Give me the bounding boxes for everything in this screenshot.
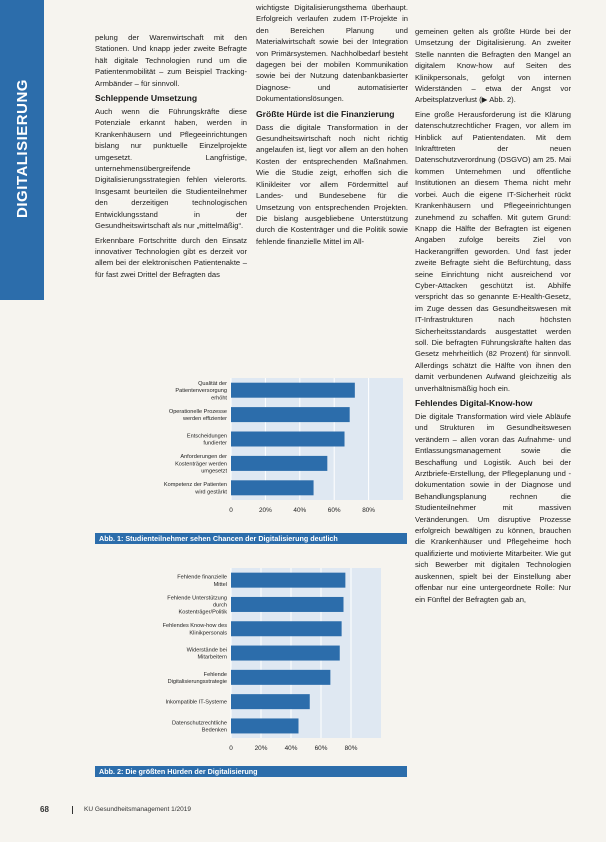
page-footer xyxy=(40,804,340,816)
x-tick-label: 60% xyxy=(327,507,341,514)
category-label: Patientenversorgung xyxy=(175,388,227,395)
text-column-3 xyxy=(415,26,571,608)
text-column-1 xyxy=(95,32,247,283)
figure-1-chart xyxy=(95,376,407,544)
paragraph: Erkennbare Fortschritte durch den Einsatz innovativer Technologien gibt es derzeit vor allem bei der elektronischen Patientenakte – für fast zwei Drittel der Befragten das xyxy=(95,235,247,279)
category-label: Inkompatible IT-Systeme xyxy=(165,699,227,706)
bar xyxy=(231,694,310,709)
bar xyxy=(231,432,345,447)
bar xyxy=(231,573,345,588)
figure-2-chart xyxy=(95,566,407,780)
x-tick-label: 0 xyxy=(229,745,233,752)
category-label: Widerstände bei xyxy=(186,647,227,654)
category-label: Fehlendes Know-how des xyxy=(162,623,227,630)
bar xyxy=(231,718,299,733)
footer-divider xyxy=(72,806,73,814)
category-label: Kostenträger/Politik xyxy=(178,609,227,616)
bar xyxy=(231,407,350,422)
category-label: Digitalisierungsstrategie xyxy=(167,678,227,685)
section-sidebar xyxy=(0,0,44,300)
category-label: Kompetenz der Patienten xyxy=(163,482,227,489)
section-label xyxy=(6,28,38,268)
category-label: fundierter xyxy=(203,440,227,447)
category-label: Fehlende xyxy=(203,671,227,678)
x-tick-label: 40% xyxy=(284,745,298,752)
category-label: Mittel xyxy=(213,581,227,588)
paragraph: Dass die digitale Transformation in der Gesundheitswirtschaft noch nicht richtig angelaufen ist, liegt vor allem an den hohen Kosten der entsprechenden Maßnahmen. Wie die Studie zeigt, erhoffen sich die Klinikleiter vor allem Fördermittel auf Landes- und Bundesebene für die Umsetzung von entsprechenden Projekten. Die bislang ausgebliebene Unterstützung durch die Kostenträger und die Politik sowie fehlende finanzielle Mittel im All- xyxy=(256,122,408,246)
bar xyxy=(231,480,314,495)
category-label: werden effizienter xyxy=(182,416,227,423)
subheading: Größte Hürde ist die Finanzierung xyxy=(256,108,395,119)
category-label: Klinikpersonals xyxy=(189,630,227,637)
bar xyxy=(231,597,344,612)
bar xyxy=(231,621,342,636)
bar xyxy=(231,670,330,685)
x-tick-label: 80% xyxy=(362,507,375,514)
magazine-name: KU Gesundheitsmanagement 1/2019 xyxy=(84,806,191,813)
category-label: Operationelle Prozesse xyxy=(168,409,227,415)
text-column-2 xyxy=(256,2,408,250)
bar xyxy=(231,383,355,398)
category-label: Entscheidungen xyxy=(186,433,227,440)
category-label: erhöht xyxy=(211,395,227,402)
paragraph: Die digitale Transformation wird viele Abläufe und Strukturen im Gesundheitswesen verändern – allen voran das Aufnahme- und Entlassungsmanagement sowie die Beschaffung und Logistik. Auch bei der Arztbriefe-Erstellung, der Pflegeplanung und -dokumentation sowie in der Diagnose und Behandlungsplanung rechnen die Studienteilnehmer mit massiven Veränderungen. Um disruptive Prozesse erfolgreich bewältigen zu können, brauchen die Krankenhäuser und Pflegeheime hoch qualifizierte und motivierte Mitarbeiter. Wie gut sich Bewerber mit digitalen Technologien auskennen, spielt bei der Einstellung aber offenbar nur eine untergeordnete Rolle: Nur ein Fünftel der Befragten gab an, xyxy=(415,412,571,604)
paragraph: gemeinen gelten als größte Hürde bei der Umsetzung der Digitalisierung. An zweiter Stelle nannten die Befragten den Mangel an digitalem Know-how auf Seiten des Klinikpersonals, gefolgt von internen Widerständen – etwa der Angst vor Arbeitsplatzverlust (▶ Abb. 2). xyxy=(415,27,571,105)
x-tick-label: 60% xyxy=(314,745,328,752)
category-label: Qualität der xyxy=(198,381,227,387)
paragraph: pelung der Warenwirtschaft mit den Stationen. Und knapp jeder zweite Befragte hält digitale Technologien rund um die Patientenmobilität – zum Beispiel Tracking-Armbänder – für sinnvoll. xyxy=(95,33,247,88)
paragraph: Auch wenn die Führungskräfte diese Potenziale erkannt haben, werden in Krankenhäusern und Pflegeeinrichtungen bislang nur punktuelle Einzelprojekte umgesetzt. Langfristige, unternehmensübergreifende Digitalisierungsstrategien fehlen vielerorts. Insgesamt beurteilen die Studienteilnehmer den derzeitigen technologischen Entwicklungsstand in der Gesundheitswirtschaft als nur „mittelmäßig“. xyxy=(95,107,247,231)
subheading: Schleppende Umsetzung xyxy=(95,93,198,104)
figure-1-svg xyxy=(95,376,407,532)
figure-2-svg xyxy=(95,566,407,764)
bar xyxy=(231,646,340,661)
x-tick-label: 20% xyxy=(259,507,272,514)
category-label: umgesetzt xyxy=(201,468,227,475)
bar xyxy=(231,456,327,471)
section-label-text: DIGITALISIERUNG xyxy=(13,78,31,218)
category-label: durch xyxy=(213,602,227,609)
category-label: Kostenträger werden xyxy=(175,461,227,468)
category-label: Mitarbeitern xyxy=(197,654,227,661)
category-label: Bedenken xyxy=(201,727,227,734)
figure-1-caption: Abb. 1: Studienteilnehmer sehen Chancen der Digitalisierung deutlich xyxy=(95,533,407,544)
category-label: Anforderungen der xyxy=(180,454,227,461)
x-tick-label: 80% xyxy=(344,745,358,752)
x-tick-label: 20% xyxy=(254,745,268,752)
figure-2-caption: Abb. 2: Die größten Hürden der Digitalisierung xyxy=(95,766,407,777)
x-tick-label: 40% xyxy=(293,507,307,514)
category-label: wird gestärkt xyxy=(195,489,227,496)
category-label: Fehlende Unterstützung xyxy=(167,595,227,602)
paragraph: wichtigste Digitalisierungsthema überhaupt. Erfolgreich verlaufen zudem IT-Projekte in den Bereichen Planung und Materialwirtschaft sowie bei der Integration von Primärsystemen. Nachholbedarf besteht dagegen bei der mobilen Kommunikation sowie bei der Nutzung datenbankbasierter Diagnose- und automatisierter Dokumentationslösungen. xyxy=(256,3,408,104)
x-tick-label: 0 xyxy=(229,507,233,514)
subheading: Fehlendes Digital-Know-how xyxy=(415,398,533,408)
category-label: Datenschutzrechtliche xyxy=(171,720,227,727)
page-number: 68 xyxy=(40,805,49,814)
paragraph: Eine große Herausforderung ist die Klärung datenschutzrechtlicher Fragen, vor allem im Hinblick auf Patientendaten. Mit dem Inkrafttreten der neuen Datenschutzverordnung (DSGVO) am 25. Mai kommen Unternehmen und öffentliche Institutionen an diesem Thema nicht mehr vorbei. Auch die eigene IT-Sicherheit rückt Krankenhäusern und Pflegeeinrichtungen zunehmend zu schaffen. Mit gutem Grund: Knapp die Hälfte der Befragten ist eigenen Angaben zufolge bereits Ziel von Hackerangriffen geworden. Und fast jeder zweite Befragte sieht die Befürchtung, dass seine Einrichtung nicht ausreichend vor Cyber-Attacken geschützt ist. Abhilfe verspricht das so genannte E-Health-Gesetz, im Zuge dessen das Gesundheitswesen mit IT-Infrastrukturen nach höchsten Sicherheitsstandards ausgestattet werden soll. Die befragten Führungskräfte halten das Gesetz mehrheitlich (82 Prozent) für sinnvoll. Allerdings schätzt die Hälfte von ihnen den damit verbundenen Aufwand gleichzeitig als unverhältnismäßig hoch ein. xyxy=(415,109,571,393)
category-label: Fehlende finanzielle xyxy=(177,574,227,581)
